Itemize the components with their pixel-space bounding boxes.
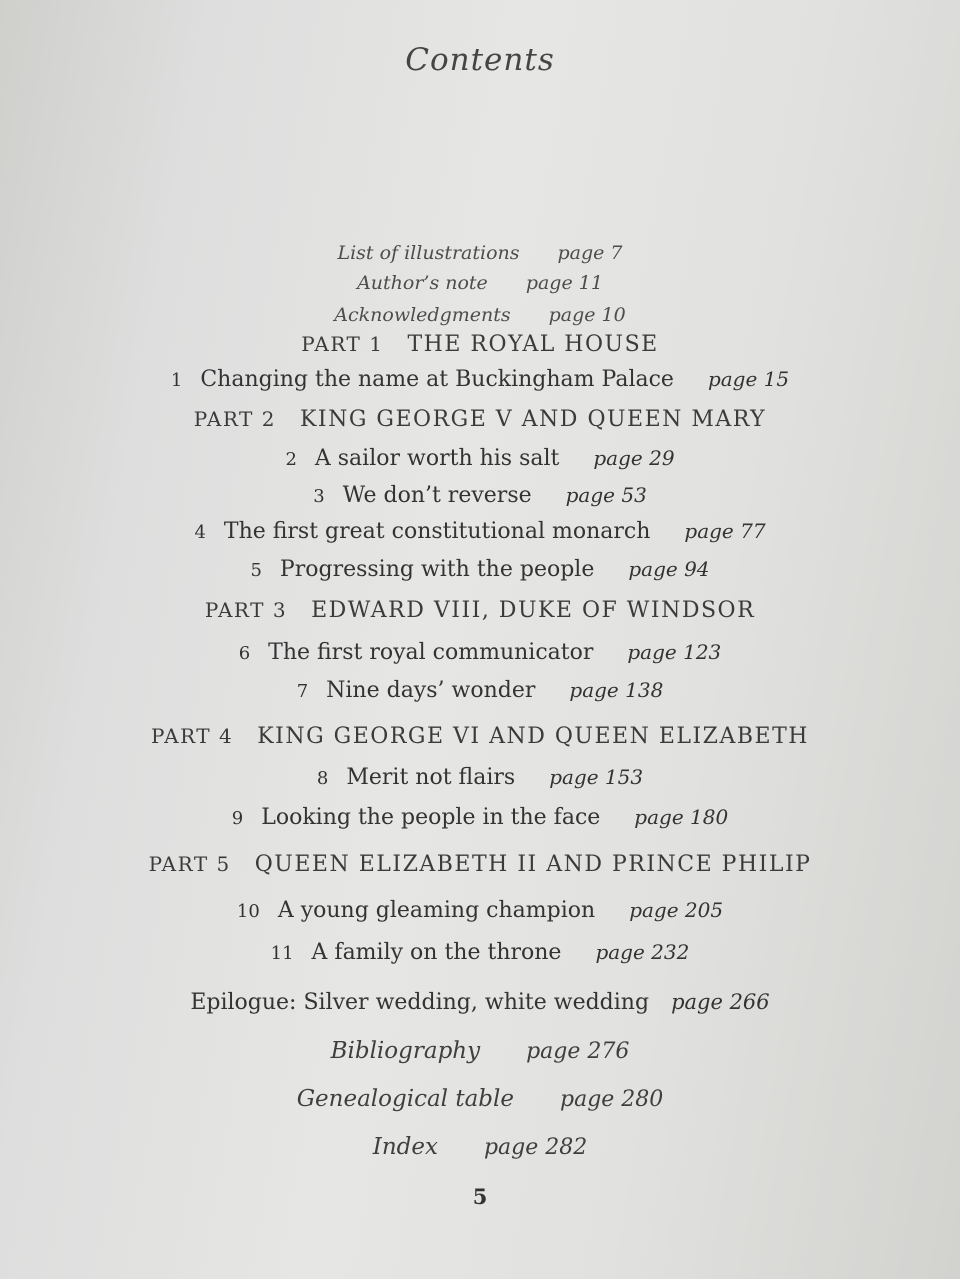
- chapter-title: Merit not flairs: [346, 765, 516, 790]
- front-matter-item: [0, 304, 960, 326]
- chapter-entry: [0, 940, 960, 965]
- chapter-entry: [0, 678, 960, 703]
- chapter-title: Changing the name at Buckingham Palace: [200, 367, 674, 392]
- chapter-title: We don’t reverse: [342, 483, 532, 508]
- part-heading: [0, 332, 960, 357]
- back-matter-page: page 282: [483, 1135, 588, 1160]
- part-title: THE ROYAL HOUSE: [407, 332, 659, 357]
- chapter-entry: [0, 519, 960, 544]
- chapter-number: 3: [313, 486, 325, 507]
- front-matter-page: page 11: [525, 272, 603, 294]
- epilogue-title: Epilogue: Silver wedding, white wedding: [190, 990, 650, 1015]
- front-matter-page: page 10: [548, 304, 626, 326]
- chapter-page: page 180: [634, 805, 729, 829]
- chapter-title: The first great constitutional monarch: [223, 519, 651, 544]
- front-matter-item: [0, 272, 960, 294]
- front-matter-label: Author’s note: [357, 272, 488, 294]
- chapter-entry: [0, 898, 960, 923]
- part-title: QUEEN ELIZABETH II AND PRINCE PHILIP: [254, 852, 812, 877]
- chapter-entry: [0, 765, 960, 790]
- part-label: PART 1: [301, 332, 384, 356]
- front-matter-page: page 7: [557, 242, 623, 264]
- epilogue-entry: [0, 990, 960, 1015]
- chapter-title: Nine days’ wonder: [326, 678, 536, 703]
- chapter-entry: [0, 805, 960, 830]
- part-heading: [0, 724, 960, 749]
- chapter-number: 6: [238, 643, 251, 664]
- back-matter-label: Index: [372, 1134, 438, 1160]
- part-label: PART 2: [193, 407, 276, 431]
- chapter-number: 10: [236, 901, 260, 922]
- chapter-page: page 138: [569, 678, 664, 702]
- chapter-entry: [0, 557, 960, 582]
- chapter-page: page 232: [595, 940, 690, 964]
- back-matter-item: [0, 1086, 960, 1112]
- chapter-number: 11: [270, 943, 294, 964]
- chapter-number: 8: [316, 768, 329, 789]
- page-title: Contents: [405, 42, 555, 78]
- chapter-number: 1: [170, 370, 183, 391]
- part-heading: [0, 598, 960, 623]
- chapter-number: 2: [285, 449, 297, 470]
- part-label: PART 5: [148, 852, 231, 876]
- chapter-entry: [0, 367, 960, 392]
- chapter-page: page 205: [629, 898, 724, 922]
- chapter-page: page 123: [627, 640, 722, 664]
- chapter-title: The first royal communicator: [268, 640, 594, 665]
- chapter-title: Progressing with the people: [279, 557, 595, 582]
- front-matter-label: List of illustrations: [337, 242, 520, 264]
- chapter-entry: [0, 446, 960, 471]
- part-heading: [0, 407, 960, 432]
- chapter-title: A young gleaming champion: [277, 898, 596, 923]
- back-matter-label: Genealogical table: [296, 1086, 514, 1112]
- page-number: 5: [472, 1184, 488, 1209]
- chapter-page: page 15: [707, 367, 790, 391]
- front-matter-item: [0, 242, 960, 264]
- chapter-page: page 94: [628, 557, 710, 581]
- front-matter-label: Acknowledgments: [334, 304, 511, 326]
- back-matter-item: [0, 1038, 960, 1064]
- part-heading: [0, 852, 960, 877]
- chapter-page: page 29: [593, 446, 675, 470]
- chapter-number: 7: [296, 681, 309, 702]
- chapter-number: 9: [231, 808, 244, 829]
- chapter-page: page 153: [549, 765, 644, 789]
- chapter-entry: [0, 640, 960, 665]
- chapter-page: page 53: [565, 483, 647, 507]
- chapter-title: Looking the people in the face: [261, 805, 601, 830]
- part-label: PART 4: [151, 724, 234, 748]
- part-title: EDWARD VIII, DUKE OF WINDSOR: [311, 598, 756, 623]
- epilogue-page: page 266: [671, 990, 770, 1014]
- chapter-page: page 77: [684, 519, 766, 543]
- part-title: KING GEORGE VI AND QUEEN ELIZABETH: [257, 724, 809, 749]
- chapter-title: A family on the throne: [311, 940, 562, 965]
- back-matter-item: [0, 1134, 960, 1160]
- back-matter-page: page 280: [560, 1087, 664, 1112]
- chapter-number: 5: [250, 560, 262, 581]
- part-label: PART 3: [204, 598, 288, 622]
- part-title: KING GEORGE V AND QUEEN MARY: [299, 407, 767, 432]
- back-matter-page: page 276: [526, 1039, 630, 1064]
- back-matter-label: Bibliography: [330, 1038, 481, 1064]
- chapter-title: A sailor worth his salt: [314, 446, 560, 471]
- chapter-entry: [0, 483, 960, 508]
- chapter-number: 4: [194, 522, 206, 543]
